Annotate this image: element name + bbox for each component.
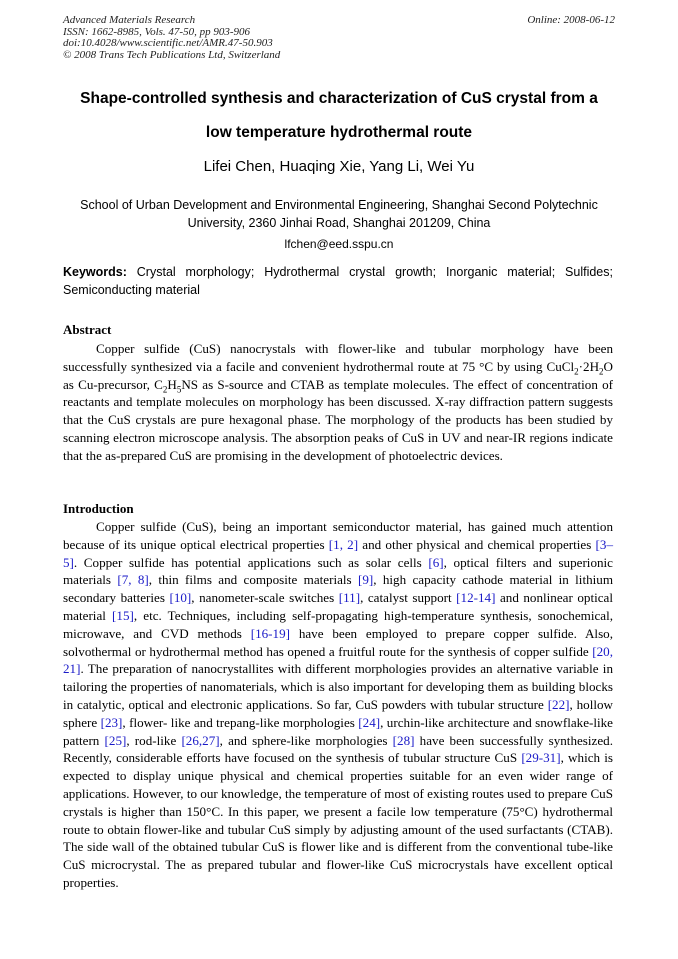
reference-link[interactable]: [24] [358, 714, 381, 730]
introduction-text: Copper sulfide (CuS), being an important semiconductor material, has gained much attention because of its unique optical electrical properties [1, 2] and other physical and chemical properties [3–5]. Copper sulfide has potential applications such as solar cells [6], optical filters and superionic materials [7, 8], thin films and composite materials [9], high capacity cathode material in lithium secondary batteries [10], nanometer-scale switches [11], catalyst support [12-14] and nonlinear optical material [15], etc. Techniques, including self-propagating high-temperature synthesis, sonochemical, microwave, and CVD methods [16-19] have been employed to prepare copper sulfide. Also, solvothermal or hydrothermal method has opened a fruitful route for the synthesis of copper sulfide [20, 21]. The preparation of nanocrystallites with different morphologies provides an alternative variable in tailoring the properties of nanomaterials, which is also important for developing them as building blocks in catalytic, optical and electronic applications. So far, CuS powders with tubular structure [22], hollow sphere [23], flower- like and trepang-like morphologies [24], urchin-like architecture and snowflake-like pattern [25], rod-like [26,27], and sphere-like morphologies [28] have been successfully synthesized. Recently, considerable efforts have focused on the synthesis of tubular structure CuS [29-31], which is expected to display unique physical and chemical properties suitable for an even wider range of applications. However, to our knowledge, the temperature of most of existing routes used to prepare CuS crystals is higher than 150°C. In this paper, we present a facile low temperature (75°C) hydrothermal route to obtain flower-like and tubular CuS simply by adjusting amount of the used surfactants (CTAB). The side wall of the obtained tubular CuS is flower like and is different from the conventional tube-like CuS microcrystal. The as prepared tubular and flower-like CuS microcrystals have excellent optical properties. [63, 519, 614, 890]
paper-title-line-1: Shape-controlled synthesis and characterization of CuS crystal from a [80, 90, 598, 107]
doi-line: doi:10.4028/www.scientific.net/AMR.47-50.903 [63, 37, 273, 49]
reference-link[interactable]: [15] [112, 607, 134, 623]
reference-link[interactable]: [20, 21] [63, 643, 613, 677]
online-date: Online: 2008-06-12 [527, 14, 615, 26]
keywords-label: Keywords: [63, 265, 127, 279]
reference-link[interactable]: [9] [357, 572, 374, 588]
reference-link[interactable]: [7, 8] [117, 572, 149, 588]
reference-link[interactable]: [26,27] [181, 732, 220, 748]
copyright-line: © 2008 Trans Tech Publications Ltd, Switzerland [63, 48, 281, 61]
keywords-block [63, 263, 613, 299]
reference-link[interactable]: [12-14] [456, 590, 496, 606]
keywords-text: Crystal morphology; Hydrothermal crystal growth; Inorganic material; Sulfides; Semiconducting material [63, 265, 613, 297]
reference-link[interactable]: [10] [169, 590, 192, 606]
email-link[interactable]: lfchen@eed.sspu.cn [284, 237, 394, 251]
issn-line: ISSN: 1662-8985, Vols. 47-50, pp 903-906 [63, 25, 250, 38]
reference-link[interactable]: [29-31] [521, 750, 561, 766]
reference-link[interactable]: [11] [338, 590, 361, 606]
reference-link[interactable]: [23] [100, 714, 123, 730]
paper-title-line-2: low temperature hydrothermal route [205, 124, 473, 141]
abstract-heading: Abstract [63, 322, 112, 337]
abstract-text: Copper sulfide (CuS) nanocrystals with flower-like and tubular morphology have been successfully synthesized via a facile and convenient hydrothermal route at 75 °C by using $CuCl_2\cdot 2H_2O$ as Cu-precursor, $C_2H_5NS$ as S-source and CTAB as template molecules. The effect of concentration of reactants and template molecules on morphology has been discussed. X-ray diffraction pattern suggests that the CuS crystals are pure hexagonal phase. The morphology of the products has been studied by scanning electron microscope analysis. The absorption peaks of CuS in UV and near-IR regions indicate that the as-prepared CuS are promising in the development of photoelectric devices. [63, 341, 613, 463]
journal-header [63, 15, 280, 61]
author-list: Lifei Chen, Huaqing Xie, Yang Li, Wei Yu [203, 158, 475, 175]
reference-link[interactable]: [6] [428, 554, 444, 570]
affiliation: School of Urban Development and Environmental Engineering, Shanghai Second Polytechnic University, 2360 Jinhai Road, Shanghai 201209, China [80, 198, 598, 230]
reference-link[interactable]: [16-19] [250, 625, 290, 641]
reference-link[interactable]: [1, 2] [328, 536, 359, 552]
reference-link[interactable]: [28] [392, 732, 415, 748]
reference-link[interactable]: [22] [547, 696, 570, 712]
reference-link[interactable]: [25] [104, 732, 127, 748]
journal-name: Advanced Materials Research [63, 14, 196, 26]
reference-link[interactable]: [3–5] [63, 536, 613, 570]
introduction-heading: Introduction [63, 501, 134, 516]
